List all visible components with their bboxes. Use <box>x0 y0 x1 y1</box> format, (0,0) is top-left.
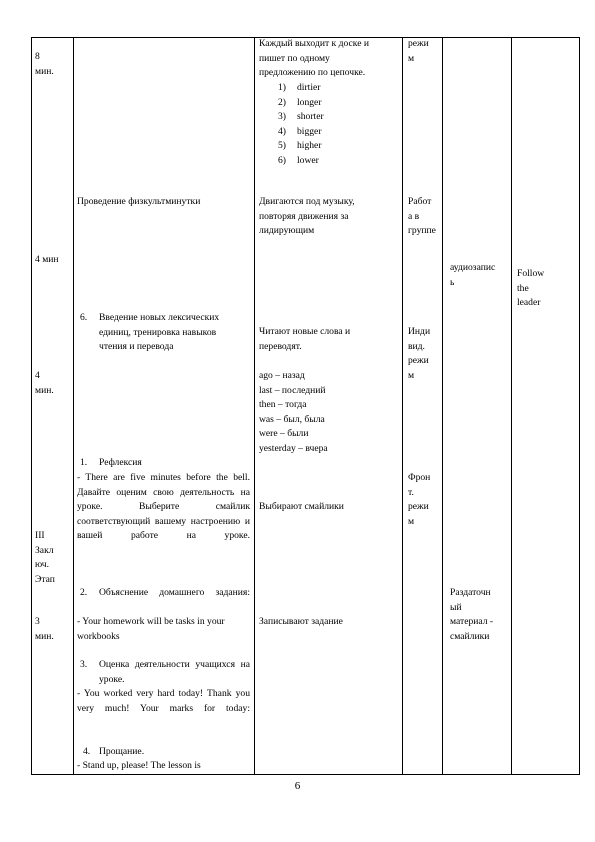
page-number: 6 <box>294 780 301 792</box>
stage-cell: III Закл юч. Этап <box>35 530 55 585</box>
students-activity-text: Записывают задание <box>259 616 343 627</box>
work-form-cell: Инди вид. режи м <box>408 326 431 381</box>
vocab-item: were – были <box>259 428 309 440</box>
list-number: 6. <box>80 312 88 323</box>
col-border-2 <box>254 37 255 775</box>
time-cell: 4 мин. <box>35 370 54 396</box>
farewell-text: - Stand up, please! The lesson is <box>77 760 201 771</box>
resource-cell: Раздаточн ый материал - смайлики <box>450 587 494 642</box>
col-border-0 <box>31 37 32 775</box>
vocab-item: yesterday – вчера <box>259 442 328 454</box>
work-form-cell: Работ а в группе <box>408 196 436 237</box>
farewell-title: Прощание. <box>99 746 145 757</box>
vocab-list <box>259 369 328 457</box>
resource-cell: аудиозапис ь <box>450 262 496 288</box>
students-activity-text: Читают новые слова и переводят. <box>259 326 351 352</box>
col-border-3 <box>402 37 403 775</box>
list-item: 1) dirtier <box>278 82 321 93</box>
work-form-cell: Фрон т. режи м <box>408 472 431 527</box>
work-form-cell: режи м <box>408 38 429 64</box>
teacher-activity-text: Введение новых лексических единиц, тренировка навыков чтения и перевода <box>99 312 220 353</box>
list-number: 4. <box>83 746 91 757</box>
students-activity-text: Каждый выходит к доске и пишет по одному предложению по цепочке. <box>259 38 369 79</box>
vocab-item: ago – назад <box>259 370 305 381</box>
assessment-text: - You worked very hard today! Thank you very much! Your marks for today: <box>77 688 250 714</box>
list-item: 5) higher <box>278 140 322 152</box>
students-activity-text: Двигаются под музыку, повторяя движения за лидирующим <box>259 196 355 237</box>
word-list <box>278 81 324 169</box>
reflection-text: - There are five minutes before the bell. Давайте оценим свою деятельность на уроке. Выберите смайлик соответствующий вашему настроению и вашей работе на уроке. <box>77 472 250 542</box>
assessment-title: Оценка деятельности учащихся на уроке. <box>99 659 250 685</box>
homework-text: - Your homework will be tasks in your workbooks <box>77 616 225 642</box>
students-activity-text: Выбирают смайлики <box>259 501 344 512</box>
list-item: 2) longer <box>278 96 322 108</box>
time-cell: 3 мин. <box>35 616 54 642</box>
homework-title: Объяснение домашнего задания: <box>99 587 250 598</box>
vocab-item: last – последний <box>259 384 326 396</box>
list-item: 6) lower <box>278 154 319 166</box>
col-border-5 <box>511 37 512 775</box>
col-border-1 <box>73 37 74 775</box>
vocab-item: then – тогда <box>259 399 307 411</box>
teacher-activity-text: Проведение физкультминутки <box>77 196 201 207</box>
list-item: 3) shorter <box>278 111 324 123</box>
table-bottom-border <box>31 774 580 775</box>
list-item: 4) bigger <box>278 125 322 137</box>
time-cell: 4 мин <box>35 254 59 265</box>
list-number: 1. <box>80 457 88 468</box>
col-border-6 <box>579 37 580 775</box>
vocab-item: was – был, была <box>259 413 325 425</box>
reflection-title: Рефлексия <box>99 457 142 468</box>
time-cell: 8 мин. <box>35 51 54 77</box>
col-border-4 <box>442 37 443 775</box>
list-number: 2. <box>80 587 88 598</box>
list-number: 3. <box>80 659 88 670</box>
notes-cell: Follow the leader <box>517 268 545 309</box>
